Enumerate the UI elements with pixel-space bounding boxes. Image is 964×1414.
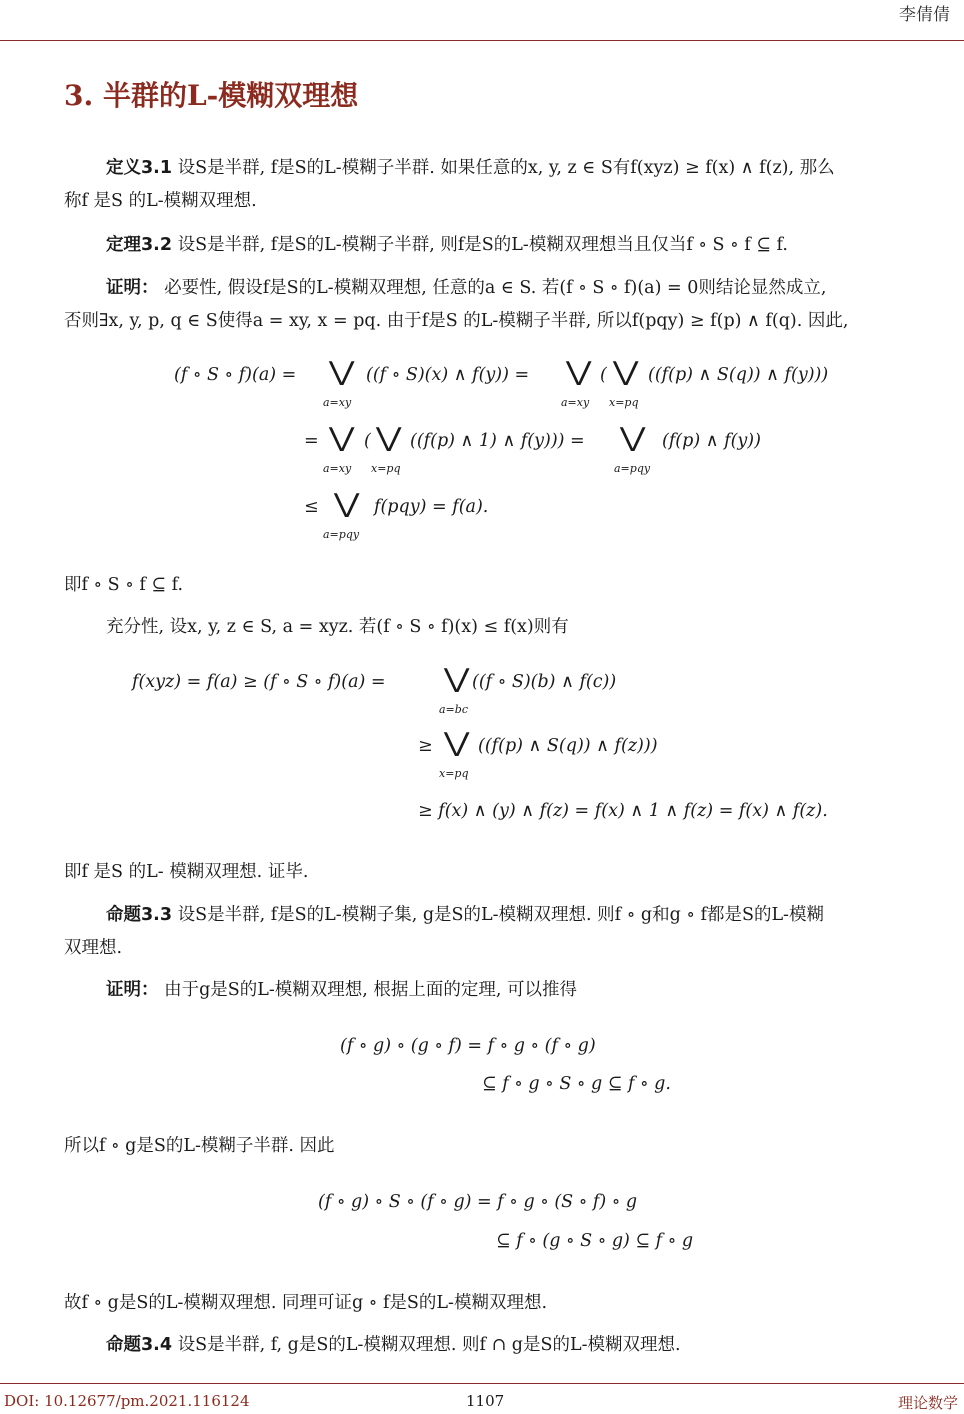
eq1-row2-paren: ( <box>364 431 371 451</box>
big-vee-symbol: ⋁ <box>328 423 355 453</box>
after-eq3: 所以f ∘ g是S的L-模糊子半群. 因此 <box>64 1136 335 1156</box>
eq3-row1: (f ∘ g) ∘ (g ∘ f) = f ∘ g ∘ (f ∘ g) <box>340 1036 596 1056</box>
definition-text: 设S是半群, f是S的L-模糊子半群. 如果任意的x, y, z ∈ S有f(xyz) ≥ f(x) ∧ f(z), 那么 <box>177 158 835 178</box>
footer-doi[interactable]: DOI: 10.12677/pm.2021.116124 <box>4 1392 250 1410</box>
eq2-row2-geq: ≥ <box>418 736 433 756</box>
header-author: 李倩倩 <box>899 5 950 25</box>
big-vee-symbol: ⋁ <box>612 357 639 387</box>
after-eq1: 即f ∘ S ∘ f ⊆ f. <box>64 575 184 595</box>
subscript: a=xy <box>561 396 590 409</box>
eq1-row3-rhs: f(pqy) = f(a). <box>374 497 489 517</box>
proof-label: 证明： <box>106 278 159 298</box>
proposition-label: 命题3.4 <box>106 1335 173 1355</box>
definition-3-1-line2: 称f 是S 的L-模糊双理想. <box>64 191 257 211</box>
theorem-3-2 <box>106 231 788 256</box>
sufficiency-text: 充分性, 设x, y, z ∈ S, a = xyz. 若(f ∘ S ∘ f)(x) ≤ f(x)则有 <box>106 617 569 637</box>
section-title: 3. 半群的L-模糊双理想 <box>64 79 359 112</box>
eq4-row2: ⊆ f ∘ (g ∘ S ∘ g) ⊆ f ∘ g <box>496 1231 694 1251</box>
eq1-row1-paren: ( <box>600 365 607 385</box>
big-vee-symbol: ⋁ <box>619 423 646 453</box>
proof-1-line2: 否则∃x, y, p, q ∈ S使得a = xy, x = pq. 由于f是S 的L-模糊子半群, 所以f(pqy) ≥ f(p) ∧ f(q). 因此, <box>64 311 849 331</box>
proof-2 <box>106 976 577 1001</box>
theorem-label: 定理3.2 <box>106 235 173 255</box>
big-vee-symbol: ⋁ <box>333 489 360 519</box>
big-vee-symbol: ⋁ <box>443 728 470 758</box>
eq2-row1-lhs: f(xyz) = f(a) ≥ (f ∘ S ∘ f)(a) = <box>132 672 386 692</box>
subscript: a=pqy <box>323 528 360 541</box>
definition-label: 定义3.1 <box>106 158 173 178</box>
eq1-row3-leq: ≤ <box>304 497 319 517</box>
proof-text: 必要性, 假设f是S的L-模糊双理想, 任意的a ∈ S. 若(f ∘ S ∘ f)(a) = 0则结论显然成立, <box>164 278 827 298</box>
eq3-row2: ⊆ f ∘ g ∘ S ∘ g ⊆ f ∘ g. <box>482 1074 671 1094</box>
after-eq4: 故f ∘ g是S的L-模糊双理想. 同理可证g ∘ f是S的L-模糊双理想. <box>64 1293 548 1313</box>
footer-divider <box>0 1383 964 1384</box>
proof-label: 证明： <box>106 980 159 1000</box>
subscript: a=bc <box>439 703 468 716</box>
eq1-row2-mid: ((f(p) ∧ 1) ∧ f(y))) = <box>410 431 585 451</box>
eq1-row2-eq: = <box>304 431 319 451</box>
eq2-row2-rhs: ((f(p) ∧ S(q)) ∧ f(z))) <box>478 736 658 756</box>
eq1-row2-rhs: (f(p) ∧ f(y)) <box>662 431 761 451</box>
eq2-row1-rhs: ((f ∘ S)(b) ∧ f(c)) <box>472 672 617 692</box>
subscript: x=pq <box>439 767 469 780</box>
proposition-3-3-line2: 双理想. <box>64 938 123 958</box>
theorem-text: 设S是半群, f是S的L-模糊子半群, 则f是S的L-模糊双理想当且仅当f ∘ S ∘ f ⊆ f. <box>177 235 788 255</box>
eq1-row1-mid: ((f ∘ S)(x) ∧ f(y)) = <box>366 365 530 385</box>
proposition-text: 设S是半群, f, g是S的L-模糊双理想. 则f ∩ g是S的L-模糊双理想. <box>177 1335 681 1355</box>
proposition-3-3-line1 <box>106 901 824 926</box>
proposition-3-4 <box>106 1331 681 1356</box>
proposition-label: 命题3.3 <box>106 905 173 925</box>
subscript: x=pq <box>371 462 401 475</box>
big-vee-symbol: ⋁ <box>443 664 470 694</box>
proof-text: 由于g是S的L-模糊双理想, 根据上面的定理, 可以推得 <box>164 980 578 1000</box>
proof-1-line1 <box>106 274 826 299</box>
header-divider <box>0 40 964 41</box>
big-vee-symbol: ⋁ <box>375 423 402 453</box>
subscript: x=pq <box>609 396 639 409</box>
footer-page-number: 1107 <box>466 1392 505 1410</box>
eq4-row1: (f ∘ g) ∘ S ∘ (f ∘ g) = f ∘ g ∘ (S ∘ f) ∘ g <box>318 1192 638 1212</box>
proposition-text: 设S是半群, f是S的L-模糊子集, g是S的L-模糊双理想. 则f ∘ g和g ∘ f都是S的L-模糊 <box>177 905 824 925</box>
eq1-row1-lhs: (f ∘ S ∘ f)(a) = <box>174 365 297 385</box>
eq1-row1-rhs: ((f(p) ∧ S(q)) ∧ f(y))) <box>648 365 829 385</box>
eq2-row3: ≥ f(x) ∧ (y) ∧ f(z) = f(x) ∧ 1 ∧ f(z) = f(x) ∧ f(z). <box>418 801 828 821</box>
after-eq2: 即f 是S 的L- 模糊双理想. 证毕. <box>64 862 309 882</box>
big-vee-symbol: ⋁ <box>328 357 355 387</box>
subscript: a=pqy <box>614 462 651 475</box>
definition-3-1-line1 <box>106 154 835 179</box>
big-vee-symbol: ⋁ <box>565 357 592 387</box>
subscript: a=xy <box>323 462 352 475</box>
subscript: a=xy <box>323 396 352 409</box>
footer-journal: 理论数学 <box>897 1394 958 1412</box>
